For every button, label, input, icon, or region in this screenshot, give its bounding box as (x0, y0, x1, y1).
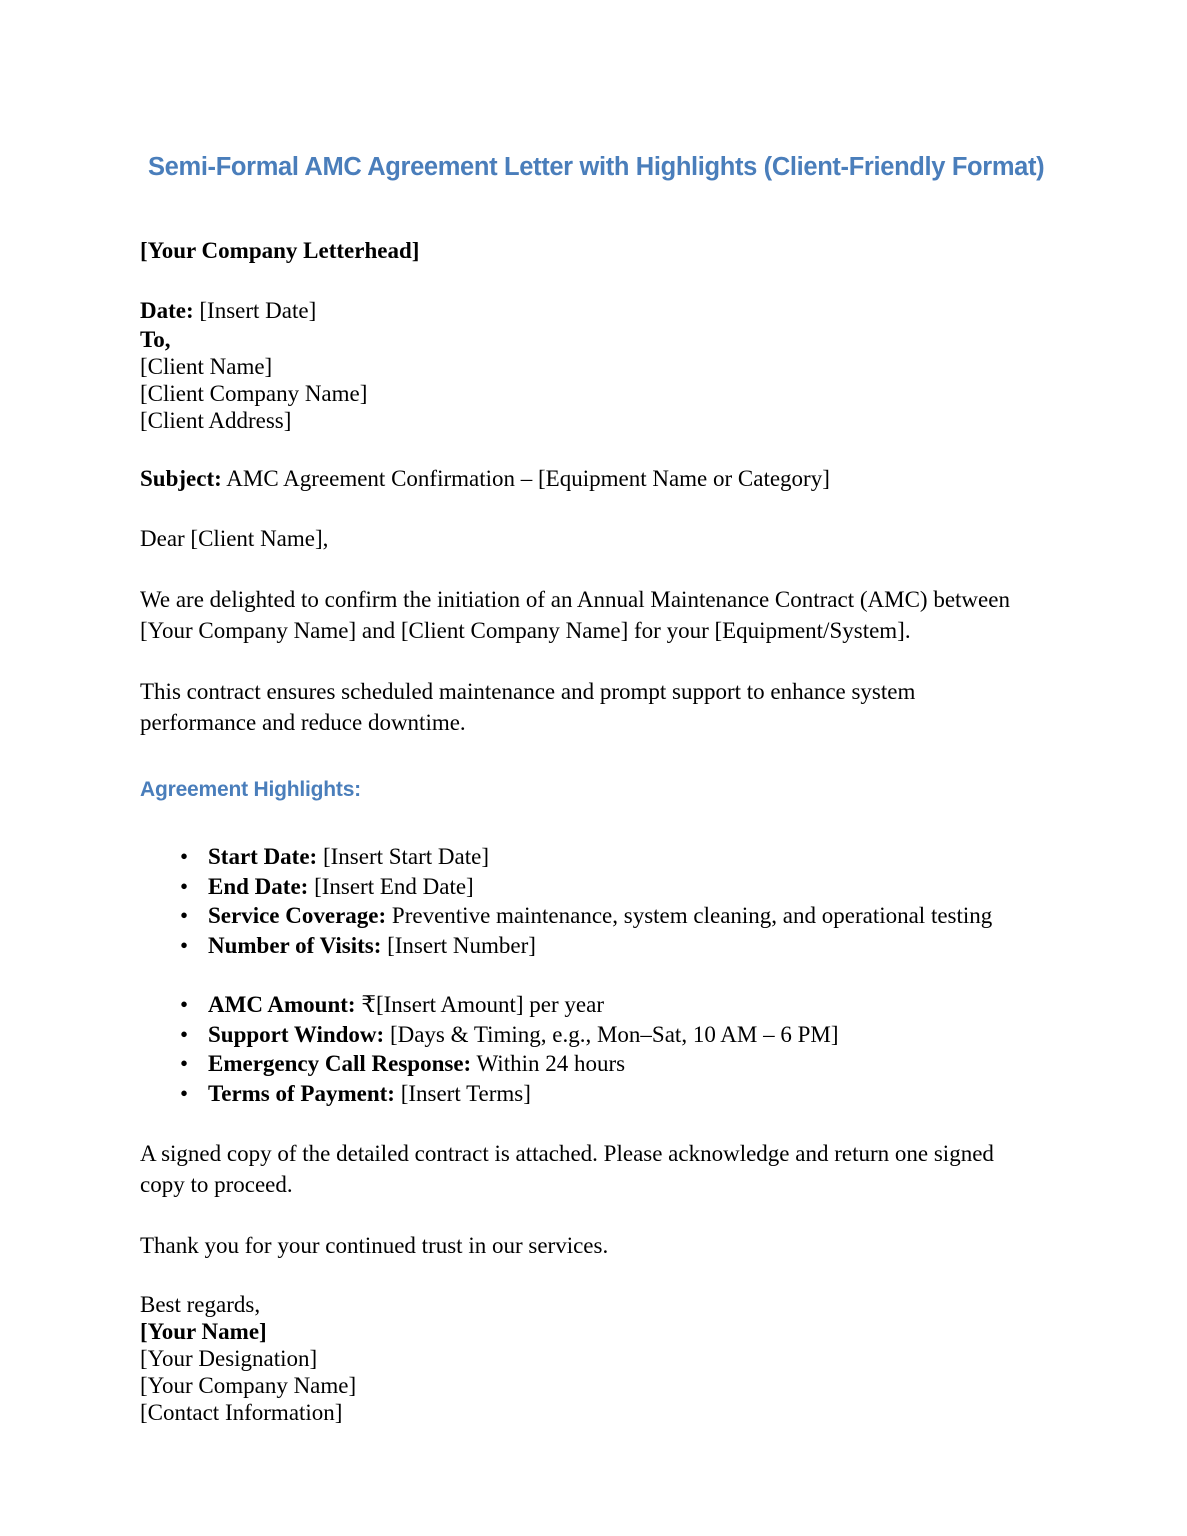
spacer (140, 184, 1030, 236)
spacer (140, 1200, 1030, 1230)
list-item (140, 1020, 1030, 1050)
body-paragraph-2: This contract ensures scheduled maintenance and prompt support to enhance system performance and reduce downtime. (140, 679, 916, 735)
bullet-icon: • (180, 873, 189, 899)
recipient-address: [Client Address] (140, 408, 292, 433)
spacer (140, 266, 1030, 296)
spacer (140, 738, 1030, 776)
list-item-label: Service Coverage: (208, 903, 387, 928)
signature-name: [Your Name] (140, 1319, 267, 1344)
bullet-icon: • (180, 903, 189, 928)
list-item (140, 1079, 1030, 1109)
date-line (140, 296, 1030, 326)
list-item (140, 901, 1030, 931)
date-label: Date: (140, 298, 194, 323)
bullet-icon: • (180, 1080, 189, 1106)
spacer (140, 554, 1030, 584)
salutation: Dear [Client Name], (140, 526, 329, 551)
company-letterhead: [Your Company Letterhead] (140, 238, 420, 263)
list-item (140, 872, 1030, 902)
list-item-value: [Insert Start Date] (317, 844, 490, 869)
spacer (140, 960, 1030, 990)
list-item (140, 931, 1030, 961)
list-item-value: [Insert End Date] (308, 873, 474, 899)
signature-contact: [Contact Information] (140, 1400, 343, 1425)
list-item-value: [Days & Timing, e.g., Mon–Sat, 10 AM – 6 PM] (384, 1021, 839, 1047)
signature-designation: [Your Designation] (140, 1346, 318, 1371)
list-item-label: End Date: (208, 873, 309, 899)
signature-company: [Your Company Name] (140, 1373, 357, 1398)
spacer (140, 1108, 1030, 1138)
list-item (140, 990, 1030, 1020)
bullet-icon: • (180, 932, 189, 958)
subject-line (140, 464, 1030, 494)
body-paragraph-1: We are delighted to confirm the initiation of an Annual Maintenance Contract (AMC) between [Your Company Name] and [Client Company Name] for your [Equipment/System]. (140, 587, 1010, 643)
list-item-label: Support Window: (208, 1021, 385, 1047)
list-item-value: ₹[Insert Amount] per year (355, 992, 604, 1017)
recipient-name: [Client Name] (140, 354, 273, 379)
list-item-label: Emergency Call Response: (208, 1051, 472, 1076)
recipient-company: [Client Company Name] (140, 381, 368, 406)
document-body (140, 150, 1045, 1426)
list-item-value: Preventive maintenance, system cleaning, and operational testing (386, 903, 993, 928)
list-item (140, 842, 1030, 872)
date-value: [Insert Date] (193, 298, 317, 323)
agreement-highlights-heading: Agreement Highlights: (140, 778, 361, 801)
subject-label: Subject: (140, 466, 222, 491)
spacer (140, 434, 1030, 464)
spacer (140, 1261, 1030, 1291)
spacer (140, 494, 1030, 524)
signature-regards: Best regards, (140, 1292, 261, 1317)
closing-paragraph-1: A signed copy of the detailed contract is attached. Please acknowledge and return one signed copy to proceed. (140, 1141, 994, 1197)
list-item-label: Terms of Payment: (208, 1080, 395, 1106)
list-item-label: AMC Amount: (208, 992, 356, 1017)
bullet-icon: • (180, 1051, 189, 1076)
page-title: Semi-Formal AMC Agreement Letter with Highlights (Client-Friendly Format) (148, 153, 1045, 181)
bullet-icon: • (180, 992, 189, 1017)
list-item-value: Within 24 hours (471, 1051, 626, 1076)
highlights-list-group-2 (140, 990, 1030, 1108)
bullet-icon: • (180, 844, 189, 869)
list-item-label: Start Date: (208, 844, 318, 869)
spacer (140, 646, 1030, 676)
to-label: To, (140, 327, 171, 352)
list-item-value: [Insert Number] (381, 932, 536, 958)
highlights-list-group-1 (140, 842, 1030, 960)
list-item-label: Number of Visits: (208, 932, 382, 958)
closing-paragraph-2: Thank you for your continued trust in our services. (140, 1233, 609, 1258)
list-item (140, 1049, 1030, 1079)
spacer (140, 804, 1030, 842)
bullet-icon: • (180, 1021, 189, 1047)
subject-value: AMC Agreement Confirmation – [Equipment Name or Category] (221, 466, 830, 491)
list-item-value: [Insert Terms] (394, 1080, 531, 1106)
